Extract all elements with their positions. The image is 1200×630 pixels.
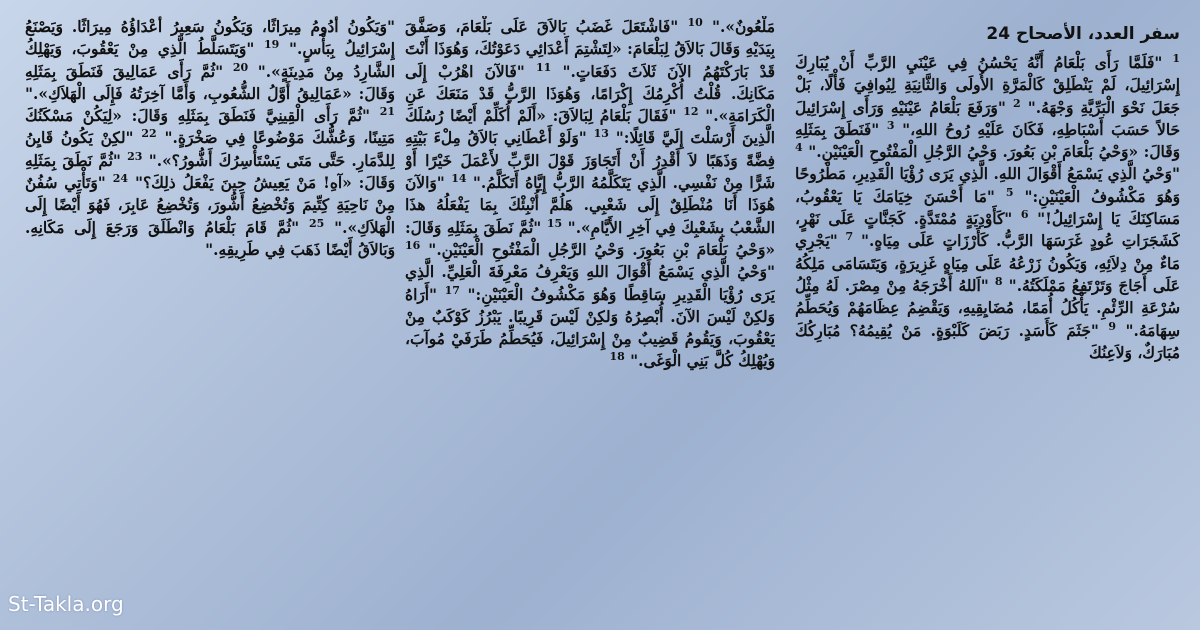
verse-text: "وَالآنَ هُوَذَا أَنَا مُنْطَلِقٌ إِلَى شَعْبِي. هَلُمَّ أُنْبِئْكَ بِمَا يَفْعَلُهُ هذَا الشَّعْبُ بِشَعْبِكَ فِي آخِرِ الأَيَّامِ».": [405, 174, 775, 237]
verse-number: 5: [1005, 185, 1014, 199]
verse-text: "فَنَطَقَ بِمَثَلِهِ وَقَالَ: «وَحْيُ بَلْعَامَ بْنِ بَعُورَ. وَحْيُ الرَّجُلِ الْمَفْتُوحِ الْعَيْنَيْنِ.": [795, 120, 1180, 162]
verse-text: "فَقَالَ بَلْعَامُ لِبَالاَقَ: «أَلَمْ أُكَلِّمْ أَيْضًا رُسُلَكَ الَّذِينَ أَرْسَلْتَ إِلَيَّ قَائِلًا:": [405, 107, 775, 148]
verse-text: "مَا أَحْسَنَ خِيَامَكَ يَا يَعْقُوبُ، مَسَاكِنَكَ يَا إِسْرَائِيلُ!": [795, 187, 1180, 229]
verse-number: 25: [308, 216, 325, 230]
verse-number: 10: [687, 16, 703, 29]
verse-number: 18: [609, 350, 625, 364]
verse-text: "يَجْرِي مَاءٌ مِنْ دِلاَئِهِ، وَيَكُونُ زَرْعُهُ عَلَى مِيَاهٍ غَزِيرَةٍ، وَيَتَسَامَى مَلِكُهُ عَلَى أَجَاجَ وَتَرْتَفِعُ مَمْلَكَتُهُ.": [795, 232, 1180, 295]
verse-text: مَلْعُونٌ».": [712, 18, 775, 36]
verse-text: "ثُمَّ نَطَقَ بِمَثَلِهِ وَقَالَ: «وَحْيُ بَلْعَامَ بْنِ بَعُورَ. وَحْيُ الرَّجُلِ الْمَفْتُوحِ الْعَيْنَيْنِ.": [405, 218, 775, 259]
chapter-title: سفر العدد، الأصحاح 24: [986, 24, 1180, 44]
verse-number: 15: [546, 216, 563, 230]
verse-text: "أَرَاهُ وَلكِنْ لَيْسَ الآنَ. أُبْصِرُهُ وَلكِنْ لَيْسَ قَرِيبًا. يَبْرُزُ كَوْكَبٌ مِنْ يَعْقُوبَ، وَيَقُومُ قَضِيبٌ مِنْ إِسْرَائِيلَ، فَيُحَطِّمُ طَرَفَيْ مُوآبَ، وَيُهْلِكُ كُلَّ بَنِي الْوَغَى.": [405, 285, 775, 371]
verse-number: 2: [1012, 96, 1021, 110]
verse-text: "وَحْيُ الَّذِي يَسْمَعُ أَقْوَالَ اللهِ. الَّذِي يَرَى رُؤْيَا الْقَدِيرِ، مَطْرُوحًا وَهُوَ مَكْشُوفُ الْعَيْنَيْنِ:": [795, 165, 1180, 206]
verse-text: "جَثَمَ كَأَسَدٍ. رَبَضَ كَلَبْوَةٍ. مَنْ يُقِيمُهُ؟ مُبَارِكُكَ مُبَارَكٌ، وَلاَعِنُكَ: [795, 321, 1180, 362]
verse-text: "فَالآنَ اهْرُبْ إِلَى مَكَانِكَ. قُلْتُ أُكْرِمُكَ إِكْرَامًا، وَهُوَذَا الرَّبُّ قَدْ مَنَعَكَ عَنِ الْكَرَامَةِ».": [405, 62, 775, 126]
verse-text: "وَرَفَعَ بَلْعَامُ عَيْنَيْهِ وَرَأَى إِسْرَائِيلَ حَالاً حَسَبَ أَسْبَاطِهِ، فَكَانَ عَلَيْهِ رُوحُ اللهِ،": [795, 98, 1180, 139]
verse-number: 13: [593, 127, 609, 141]
verse-number: 12: [683, 105, 699, 119]
verse-text: "وَحْيُ الَّذِي يَسْمَعُ أَقْوَالَ اللهِ وَيَعْرِفُ مَعْرِفَةَ الْعَلِيِّ. الَّذِي يَرَى رُؤْيَا الْقَدِيرِ سَاقِطًا وَهُوَ مَكْشُوفُ الْعَيْنَيْنِ:": [405, 263, 775, 304]
verses-column-1: [795, 52, 1180, 364]
verse-number: 1: [1172, 51, 1180, 65]
verse-number: 6: [1020, 207, 1029, 221]
verse-text: "وَلَوْ أَعْطَانِي بَالاَقُ مِلْءَ بَيْتِهِ فِضَّةً وَذَهَبًا لاَ أَقْدِرُ أَنْ أَتَجَاوَزَ قَوْلَ الرَّبِّ لأَعْمَلَ خَيْرًا أَوْ شَرًّا مِنْ نَفْسِي. الَّذِي يَتَكَلَّمُهُ الرَّبُّ إِيَّاهُ أَتَكَلَّمُ.": [405, 129, 775, 193]
verse-number: 3: [886, 118, 895, 132]
verse-number: 19: [264, 38, 280, 52]
column-3: [25, 16, 395, 616]
verses-column-2: [405, 16, 775, 373]
verse-number: 21: [379, 105, 395, 119]
verse-number: 20: [232, 60, 249, 74]
verse-text: "اَللهُ أَخْرَجَهُ مِنْ مِصْرَ. لَهُ مِثْلُ سُرْعَةِ الرِّئْمِ. يَأْكُلُ أُمَمًا، مُضَايِقِيهِ، وَيَقْضِمُ عِظَامَهُمْ وَيُحَطِّمُ سِهَامَهُ.": [795, 276, 1180, 340]
verses-column-3: [25, 16, 395, 261]
verse-text: "ثُمَّ قَامَ بَلْعَامُ وَانْطَلَقَ وَرَجَعَ إِلَى مَكَانِهِ. وَبَالاَقُ أَيْضًا ذَهَبَ فِي طَرِيقِهِ.": [25, 218, 395, 259]
verse-number: 23: [127, 149, 143, 163]
verse-number: 9: [1108, 319, 1116, 333]
column-1: [795, 16, 1180, 616]
verse-number: 24: [112, 171, 129, 185]
column-2: [405, 16, 775, 616]
verse-text: "ثُمَّ رَأَى عَمَالِيقَ فَنَطَقَ بِمَثَلِهِ وَقَالَ: «عَمَالِيقُ أَوَّلُ الشُّعُوبِ، وَأَمَّا آخِرَتُهُ فَإِلَى الْهَلاَكِ».": [25, 62, 395, 103]
verse-text: "لكِنْ يَكُونُ قَايِنُ لِلدَّمَارِ. حَتَّى مَتَى يَسْتَأْسِرُكَ أَشُّورُ؟».": [25, 129, 395, 170]
verse-number: 4: [795, 141, 803, 155]
verse-text: "وَيَتَسَلَّطُ الَّذِي مِنْ يَعْقُوبَ، وَيَهْلِكُ الشَّارِدُ مِنْ مَدِينَةٍ».": [25, 40, 395, 81]
verse-number: 14: [451, 171, 467, 185]
verse-number: 8: [994, 274, 1003, 288]
verse-text: "فَاشْتَعَلَ غَضَبُ بَالاَقَ عَلَى بَلْعَامَ، وَصَفَّقَ بِيَدَيْهِ وَقَالَ بَالاَقُ لِبَلْعَامَ: «لِتَشْتِمَ أَعْدَائِي دَعَوْتُكَ، وَهُوَذَا أَنْتَ قَدْ بَارَكْتَهُمُ الآنَ ثَلاَثَ دَفَعَاتٍ.": [405, 18, 775, 81]
verse-text: "كَأَوْدِيَةٍ مُمْتَدَّةٍ. كَجَنَّاتٍ عَلَى نَهْرٍ، كَشَجَرَاتِ عُودٍ غَرَسَهَا الرَّبُّ. كَأَرْزَاتٍ عَلَى مِيَاهٍ.": [795, 210, 1180, 251]
verse-text: "فَلَمَّا رَأَى بَلْعَامُ أَنَّهُ يَحْسُنُ فِي عَيْنَيِ الرَّبِّ أَنْ يُبَارِكَ إِسْرَائِيلَ، لَمْ يَنْطَلِقْ كَالْمَرَّةِ الأُولَى وَالثَّانِيَةِ لِيُوافِيَ فَأْلًا، بَلْ جَعَلَ نَحْوَ الْبَرِّيَّةِ وَجْهَهُ.": [795, 54, 1180, 117]
verse-number: 17: [444, 283, 460, 297]
verse-number: 22: [141, 127, 157, 141]
verse-text: "ثُمَّ نَطَقَ بِمَثَلِهِ وَقَالَ: «آهِ! مَنْ يَعِيشُ حِينَ يَفْعَلُ ذلِكَ؟": [25, 151, 395, 193]
verse-number: 16: [405, 238, 421, 252]
verse-text: "وَتَأْتِي سُفُنٌ مِنْ نَاحِيَةِ كِتِّيمَ وَتُخْضِعُ أَشُّورَ، وَتُخْضِعُ عَابِرَ، فَهُوَ أَيْضًا إِلَى الْهَلاَكِ».": [25, 174, 395, 237]
site-watermark: St-Takla.org: [8, 592, 124, 616]
verse-text: "ثُمَّ رَأَى الْقِينِيَّ فَنَطَقَ بِمَثَلِهِ وَقَالَ: «لِيَكُنْ مَسْكَنُكَ مَتِينًا، وَعُشُّكَ مَوْضُوعًا فِي صَخْرَةٍ.": [25, 107, 395, 148]
verse-text: "وَيَكُونُ أَدُومُ مِيرَاثًا، وَيَكُونُ سَعِيرُ أَعْدَاؤُهُ مِيرَاثًا. وَيَصْنَعُ إِسْرَائِيلُ بِبَأْسٍ.": [25, 18, 395, 59]
verse-number: 7: [845, 230, 854, 244]
verse-number: 11: [535, 60, 552, 74]
